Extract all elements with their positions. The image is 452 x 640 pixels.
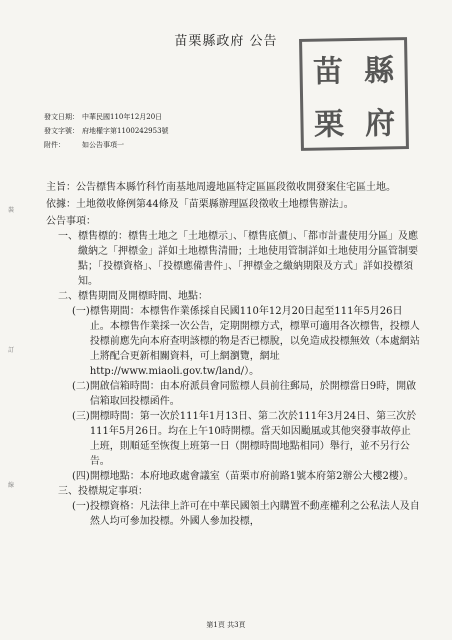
subject-label: 主旨： (46, 182, 76, 193)
document-meta (44, 110, 169, 152)
sub-item-number: (三) (72, 411, 90, 422)
sub-item-number: (二) (72, 381, 90, 392)
issue-date-label: 發文日期： (44, 113, 79, 121)
announcement-item (58, 289, 420, 304)
basis-paragraph (46, 197, 420, 212)
doc-number-value: 府地權字第1100242953號 (82, 127, 169, 135)
item-text: 標售標的：標售土地之「土地標示」、「標售底價」、「都市計畫使用分區」及應繳納之「押標金」詳如土地標售清冊；土地使用管制詳如土地使用分區管制要點；「投標資格」、「投標應備書件」、「押標金之繳納期限及方式」詳如投標須知。 (78, 231, 418, 287)
item-text: 投標規定事項： (78, 486, 148, 497)
basis-label: 依據： (46, 199, 76, 210)
announcement-body (46, 180, 420, 529)
sub-item-number: (一) (72, 501, 90, 512)
sub-item-number: (一) (72, 306, 90, 317)
attachment-label: 附件： (44, 141, 65, 149)
attachment-value: 如公告事項一 (82, 141, 124, 149)
sub-item-text: 投標資格：凡法律上許可在中華民國領土內購置不動產權利之公私法人及自然人均可參加投標。外國人參加投標， (89, 501, 420, 527)
item-text: 標售期間及開標時間、地點： (78, 291, 208, 302)
sub-item-text: 開啟信箱時間：由本府派員會同監標人員前往郵局，於開標當日9時，開啟信箱取回投標函件。 (89, 381, 417, 407)
document-title: 苗栗縣政府 公告 (174, 34, 278, 49)
seal-char: 府 (364, 105, 396, 142)
subject-text: 公告標售本縣竹科竹南基地周邊地區特定區區段徵收開發案住宅區土地。 (76, 182, 396, 193)
seal-char: 栗 (313, 106, 345, 143)
subject-paragraph (46, 180, 420, 195)
item-number: 二、 (58, 291, 78, 302)
announcement-items-title: 公告事項： (46, 216, 96, 227)
sub-item-text: 開標地點：本府地政處會議室（苗栗市府前路1號本府第2辦公大樓2樓）。 (89, 471, 414, 482)
seal-char: 縣 (363, 52, 395, 89)
sub-item-text: 標售期間：本標售作業係採自民國110年12月20日起至111年5月26日止。本標售作業採一次公告，定期開標方式，標單可適用各次標售，投標人投標前應先向本府查明該標的物是否已標脫，以免造成投標無效（本處網站上將配合更新相關資料，可上網瀏覽，網址http://www.miaoli.gov.tw/land/）。 (89, 306, 420, 377)
item-number: 三、 (58, 486, 78, 497)
sub-item-text: 開標時間：第一次於111年1月13日、第二次於111年3月24日、第三次於111年5月26日。均在上午10時開標。當天如因颱風或其他突發事故停止上班，則順延至恢復上班第一日（開標時間地點相同）舉行，並不另行公告。 (89, 411, 417, 467)
basis-text: 土地徵收條例第44條及「苗栗縣辦理區段徵收土地標售辦法」。 (76, 199, 354, 210)
issue-date-value: 中華民國110年12月20日 (82, 113, 163, 121)
seal-char: 苗 (312, 53, 344, 90)
sub-item (72, 469, 420, 484)
attachment-row (44, 138, 169, 152)
sub-item (72, 304, 420, 379)
sub-item (72, 379, 420, 409)
sub-item-number: (四) (72, 471, 90, 482)
doc-number-row (44, 124, 169, 138)
binding-mark: 線 (8, 482, 15, 489)
item-number: 一、 (58, 231, 78, 242)
sub-item (72, 499, 420, 529)
announcement-item (58, 484, 420, 499)
page-number: 第1頁 共3頁 (206, 621, 246, 629)
official-seal-stamp (299, 37, 409, 151)
issue-date-row (44, 110, 169, 124)
announcement-item (58, 229, 420, 289)
binding-mark: 訂 (8, 347, 15, 354)
doc-number-label: 發文字號： (44, 127, 79, 135)
sub-item (72, 409, 420, 469)
binding-mark: 裝 (8, 207, 15, 214)
